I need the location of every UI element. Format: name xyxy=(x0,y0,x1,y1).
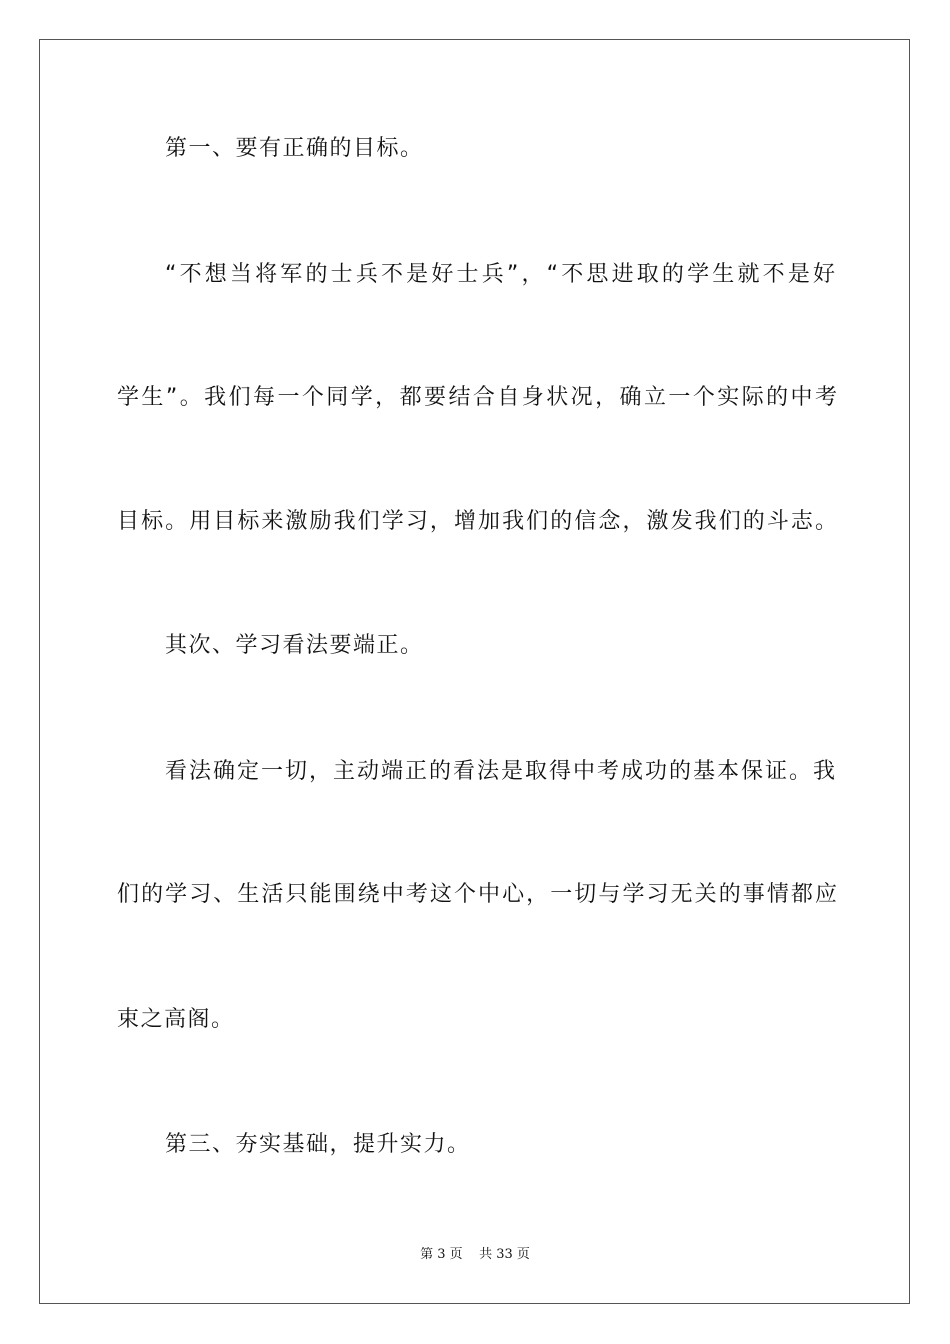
paragraph-line: 学生”。我们每一个同学，都要结合自身状况，确立一个实际的中考 xyxy=(117,385,837,410)
paragraph-line: 看法确定一切，主动端正的看法是取得中考成功的基本保证。我 xyxy=(165,759,835,784)
heading-first-goal: 第一、要有正确的目标。 xyxy=(165,136,424,161)
paragraph-line: 目标。用目标来激励我们学习，增加我们的信念，激发我们的斗志。 xyxy=(117,509,837,534)
heading-second-attitude: 其次、学习看法要端正。 xyxy=(165,633,424,658)
heading-third-foundation: 第三、夯实基础，提升实力。 xyxy=(165,1132,471,1157)
page-footer: 第 3 页 共 33 页 xyxy=(420,1247,530,1262)
page-border xyxy=(39,39,910,1304)
paragraph-line: 们的学习、生活只能围绕中考这个中心，一切与学习无关的事情都应 xyxy=(117,882,837,907)
paragraph-line: 束之高阁。 xyxy=(117,1007,235,1032)
paragraph-line: “不想当将军的士兵不是好士兵”，“不思进取的学生就不是好 xyxy=(165,262,835,287)
